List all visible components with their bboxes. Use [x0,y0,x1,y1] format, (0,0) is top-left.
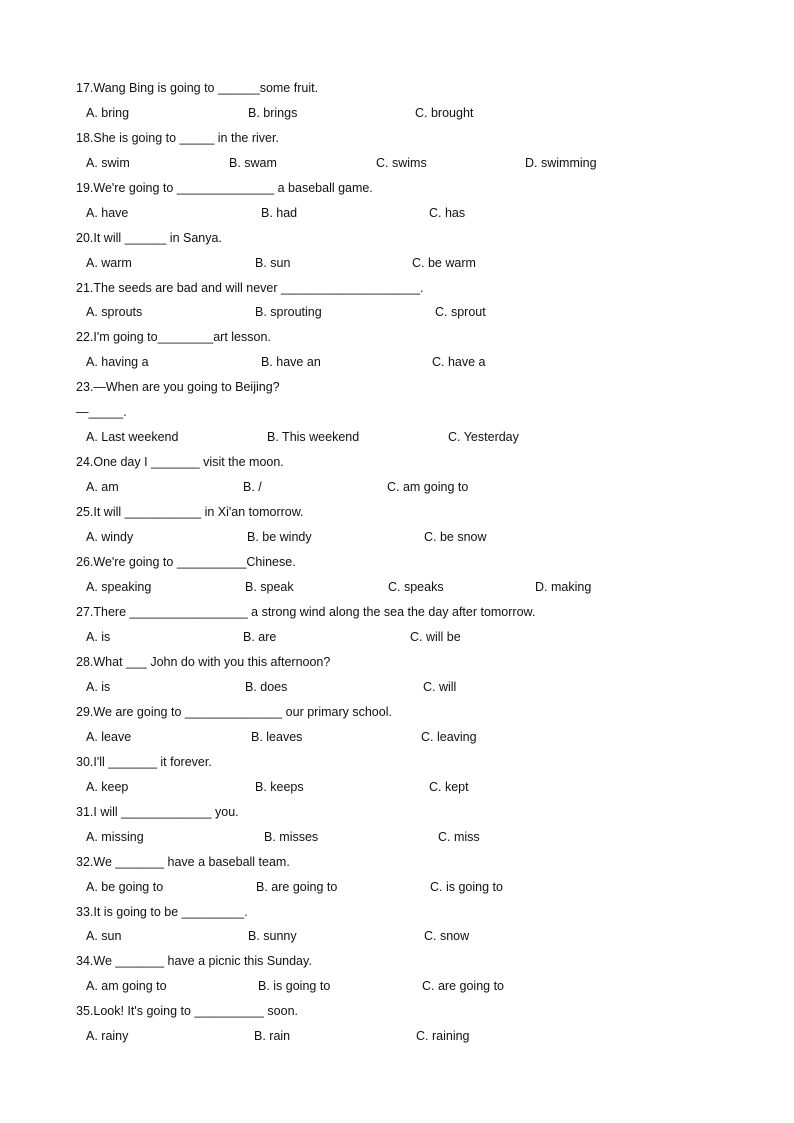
answer-option: B. are [243,630,277,644]
answer-blank-line: —_____. [76,405,127,419]
question-text: 23.—When are you going to Beijing? [76,380,280,394]
answer-option: A. missing [86,830,144,844]
question-text: 19.We're going to ______________ a baseball game. [76,181,373,195]
answer-option: C. have a [432,355,486,369]
answer-option: B. sprouting [255,305,322,319]
answer-option: A. is [86,680,111,694]
question-text: 22.I'm going to________art lesson. [76,330,271,344]
answer-option: B. had [261,206,298,220]
question-text: 20.It will ______ in Sanya. [76,231,222,245]
question-text: 24.One day I _______ visit the moon. [76,455,284,469]
answer-option: C. brought [415,106,474,120]
answer-option: C. be snow [424,530,487,544]
question-text: 27.There _________________ a strong wind along the sea the day after tomorrow. [76,605,536,619]
answer-option: C. raining [416,1029,470,1043]
answer-option: A. speaking [86,580,152,594]
answer-option: B. / [243,480,262,494]
answer-option: C. swims [376,156,427,170]
question-text: 30.I'll _______ it forever. [76,755,212,769]
answer-option: A. Last weekend [86,430,179,444]
answer-option: C. snow [424,929,470,943]
answer-option: A. have [86,206,129,220]
answer-option: A. warm [86,256,132,270]
question-text: 25.It will ___________ in Xi'an tomorrow. [76,505,304,519]
question-text: 35.Look! It's going to __________ soon. [76,1004,299,1018]
answer-option: B. leaves [251,730,303,744]
answer-option: B. is going to [258,979,331,993]
answer-option: B. brings [248,106,298,120]
answer-option: A. rainy [86,1029,129,1043]
answer-option: C. leaving [421,730,477,744]
answer-option: B. have an [261,355,321,369]
answer-option: C. am going to [387,480,469,494]
answer-option: B. be windy [247,530,312,544]
question-text: 33.It is going to be _________. [76,905,248,919]
answer-option: D. making [535,580,592,594]
answer-option: C. will be [410,630,461,644]
question-text: 18.She is going to _____ in the river. [76,131,279,145]
question-text: 17.Wang Bing is going to ______some fruit. [76,81,319,95]
question-text: 31.I will _____________ you. [76,805,239,819]
answer-option: A. having a [86,355,149,369]
answer-option: A. sun [86,929,122,943]
answer-option: C. will [423,680,457,694]
question-text: 29.We are going to ______________ our primary school. [76,705,392,719]
answer-option: C. miss [438,830,480,844]
answer-option: B. speak [245,580,294,594]
answer-option: B. sun [255,256,291,270]
answer-option: C. has [429,206,466,220]
answer-option: B. This weekend [267,430,360,444]
answer-option: C. is going to [430,880,503,894]
answer-option: B. does [245,680,288,694]
question-text: 21.The seeds are bad and will never ____________________. [76,281,424,295]
answer-option: B. rain [254,1029,291,1043]
answer-option: A. am going to [86,979,167,993]
answer-option: A. bring [86,106,130,120]
answer-option: B. swam [229,156,277,170]
question-text: 34.We _______ have a picnic this Sunday. [76,954,312,968]
answer-option: A. keep [86,780,129,794]
answer-option: A. swim [86,156,130,170]
answer-option: C. sprout [435,305,486,319]
answer-option: A. am [86,480,119,494]
answer-option: B. misses [264,830,319,844]
answer-option: C. speaks [388,580,444,594]
answer-option: A. leave [86,730,132,744]
answer-option: B. are going to [256,880,338,894]
answer-option: A. is [86,630,111,644]
question-text: 32.We _______ have a baseball team. [76,855,290,869]
question-text: 26.We're going to __________Chinese. [76,555,296,569]
answer-option: C. be warm [412,256,476,270]
answer-option: C. are going to [422,979,504,993]
answer-option: D. swimming [525,156,597,170]
answer-option: A. windy [86,530,134,544]
question-text: 28.What ___ John do with you this afternoon? [76,655,331,669]
answer-option: C. Yesterday [448,430,519,444]
answer-option: A. be going to [86,880,164,894]
answer-option: B. keeps [255,780,304,794]
answer-option: B. sunny [248,929,297,943]
answer-option: C. kept [429,780,469,794]
answer-option: A. sprouts [86,305,143,319]
